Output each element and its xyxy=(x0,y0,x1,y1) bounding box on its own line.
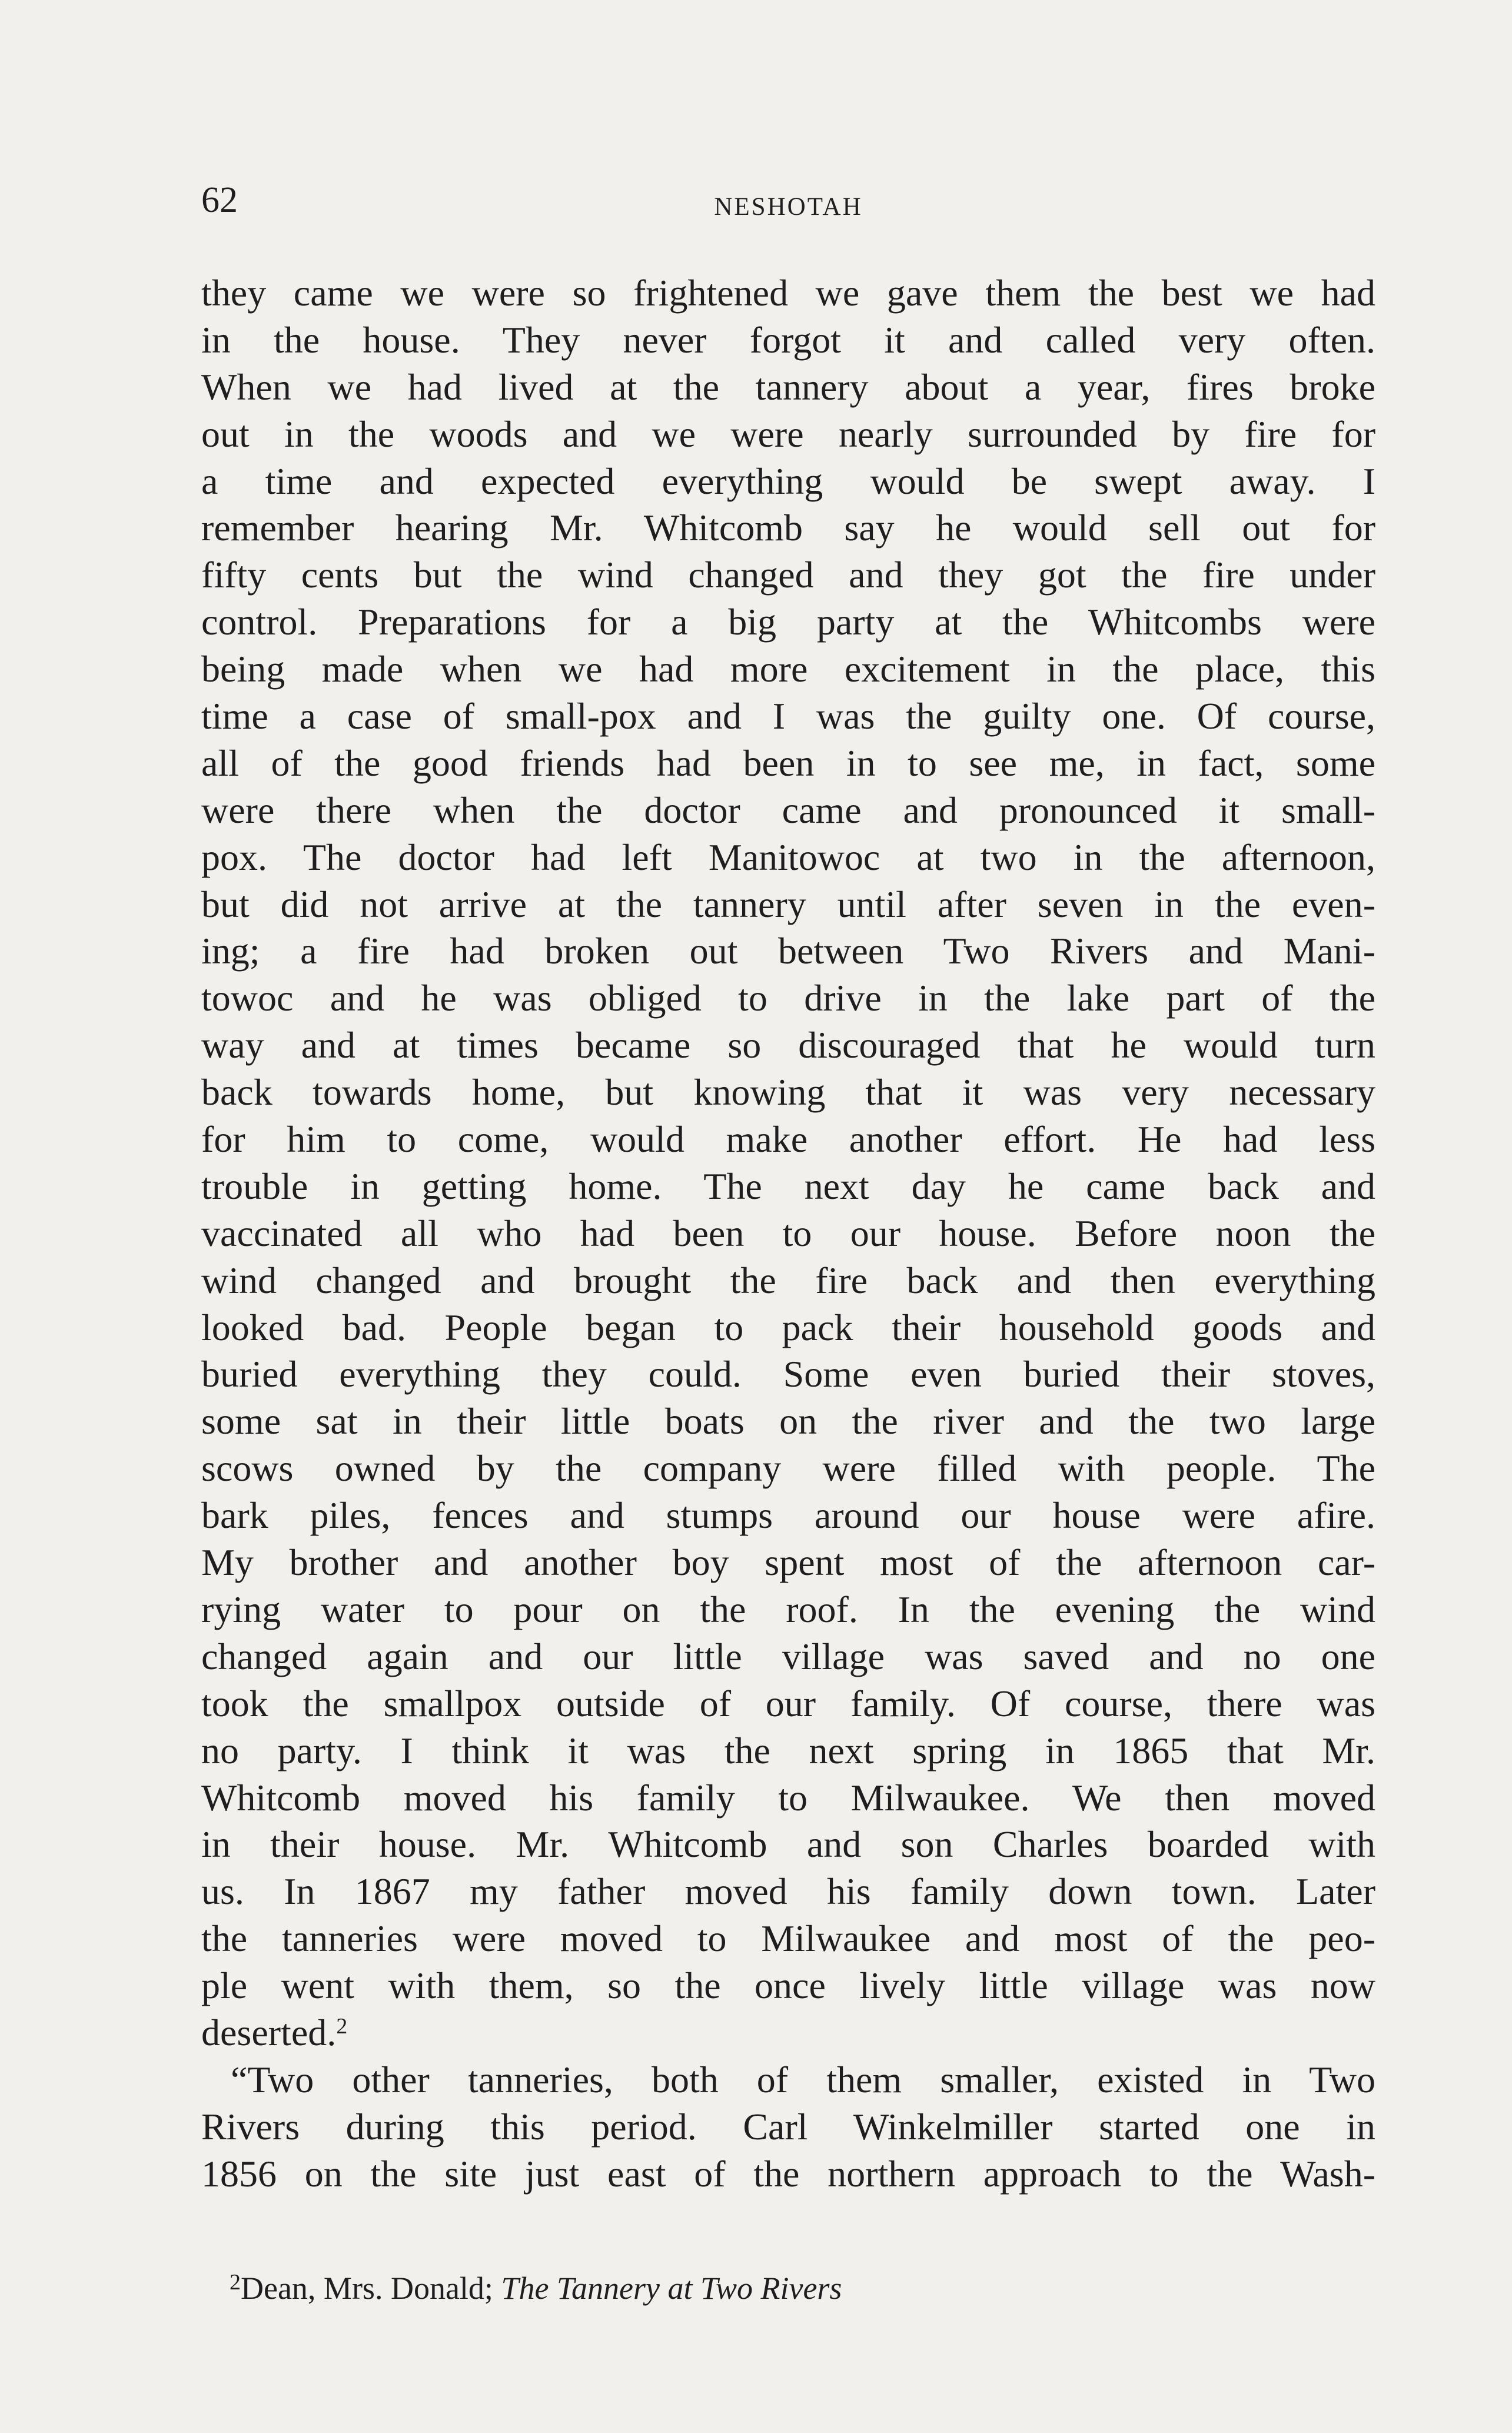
text-line xyxy=(201,2009,1375,2056)
text-line: My brother and another boy spent most of the afternoon car- xyxy=(201,1541,1375,1584)
text-line: looked bad. People began to pack their household goods and xyxy=(201,1306,1375,1348)
body-text xyxy=(201,270,1375,2198)
text-line: being made when we had more excitement in the place, this xyxy=(201,648,1375,690)
footnote xyxy=(230,2265,842,2312)
text-line: Whitcomb moved his family to Milwaukee. We then moved xyxy=(201,1776,1375,1819)
text-line: way and at times became so discouraged that he would turn xyxy=(201,1024,1375,1066)
text-line: buried everything they could. Some even buried their stoves, xyxy=(201,1353,1375,1395)
text-line: for him to come, would make another effort. He had less xyxy=(201,1118,1375,1161)
text-line-content: deserted. xyxy=(201,2011,337,2053)
text-line: trouble in getting home. The next day he came back and xyxy=(201,1165,1375,1207)
footnote-marker: 2 xyxy=(230,2270,241,2295)
text-line: fifty cents but the wind changed and they got the fire under xyxy=(201,554,1375,596)
text-line: scows owned by the company were filled with people. The xyxy=(201,1447,1375,1490)
text-line: the tanneries were moved to Milwaukee and most of the peo- xyxy=(201,1917,1375,1960)
page-header xyxy=(201,172,1375,242)
text-line: changed again and our little village was saved and no one xyxy=(201,1635,1375,1677)
text-line: out in the woods and we were nearly surrounded by fire for xyxy=(201,413,1375,455)
text-line: towoc and he was obliged to drive in the lake part of the xyxy=(201,977,1375,1019)
text-line: no party. I think it was the next spring in 1865 that Mr. xyxy=(201,1729,1375,1771)
text-line: pox. The doctor had left Manitowoc at two in the afternoon, xyxy=(201,836,1375,878)
paragraph xyxy=(201,270,1375,2056)
footnote-title: The Tannery at Two Rivers xyxy=(501,2271,842,2306)
running-head: NESHOTAH xyxy=(714,193,863,221)
text-line: us. In 1867 my father moved his family down town. Later xyxy=(201,1870,1375,1913)
text-line: were there when the doctor came and pronounced it small- xyxy=(201,789,1375,831)
text-line: wind changed and brought the fire back and then everything xyxy=(201,1259,1375,1301)
footnote-reference: 2 xyxy=(336,2013,348,2039)
footnote-text: Dean, Mrs. Donald; xyxy=(241,2271,501,2306)
text-line: 1856 on the site just east of the northern approach to the Wash- xyxy=(201,2152,1375,2195)
text-line: When we had lived at the tannery about a year, fires broke xyxy=(201,365,1375,408)
text-line: bark piles, fences and stumps around our house were afire. xyxy=(201,1494,1375,1537)
text-line: back towards home, but knowing that it was very necessary xyxy=(201,1071,1375,1114)
text-line: ing; a fire had broken out between Two Rivers and Mani- xyxy=(201,930,1375,972)
paragraph xyxy=(201,2056,1375,2198)
text-line: rying water to pour on the roof. In the evening the wind xyxy=(201,1588,1375,1630)
text-line: all of the good friends had been in to see me, in fact, some xyxy=(201,742,1375,784)
text-line: vaccinated all who had been to our house. Before noon the xyxy=(201,1212,1375,1254)
text-line: ple went with them, so the once lively little village was now xyxy=(201,1965,1375,2007)
text-line: in the house. They never forgot it and called very often. xyxy=(201,318,1375,361)
text-line: took the smallpox outside of our family. Of course, there was xyxy=(201,1682,1375,1724)
text-line: “Two other tanneries, both of them smaller, existed in Two xyxy=(231,2058,1375,2100)
text-line: some sat in their little boats on the river and the two large xyxy=(201,1400,1375,1442)
text-line: but did not arrive at the tannery until after seven in the even- xyxy=(201,883,1375,925)
text-line: remember hearing Mr. Whitcomb say he would sell out for xyxy=(201,507,1375,549)
text-line: time a case of small-pox and I was the guilty one. Of course, xyxy=(201,695,1375,737)
text-line: they came we were so frightened we gave them the best we had xyxy=(201,272,1375,314)
page-number: 62 xyxy=(201,180,238,220)
text-line: control. Preparations for a big party at the Whitcombs were xyxy=(201,601,1375,643)
text-line: Rivers during this period. Carl Winkelmiller started one in xyxy=(201,2105,1375,2148)
text-line: a time and expected everything would be swept away. I xyxy=(201,460,1375,502)
text-line: in their house. Mr. Whitcomb and son Charles boarded with xyxy=(201,1823,1375,1866)
